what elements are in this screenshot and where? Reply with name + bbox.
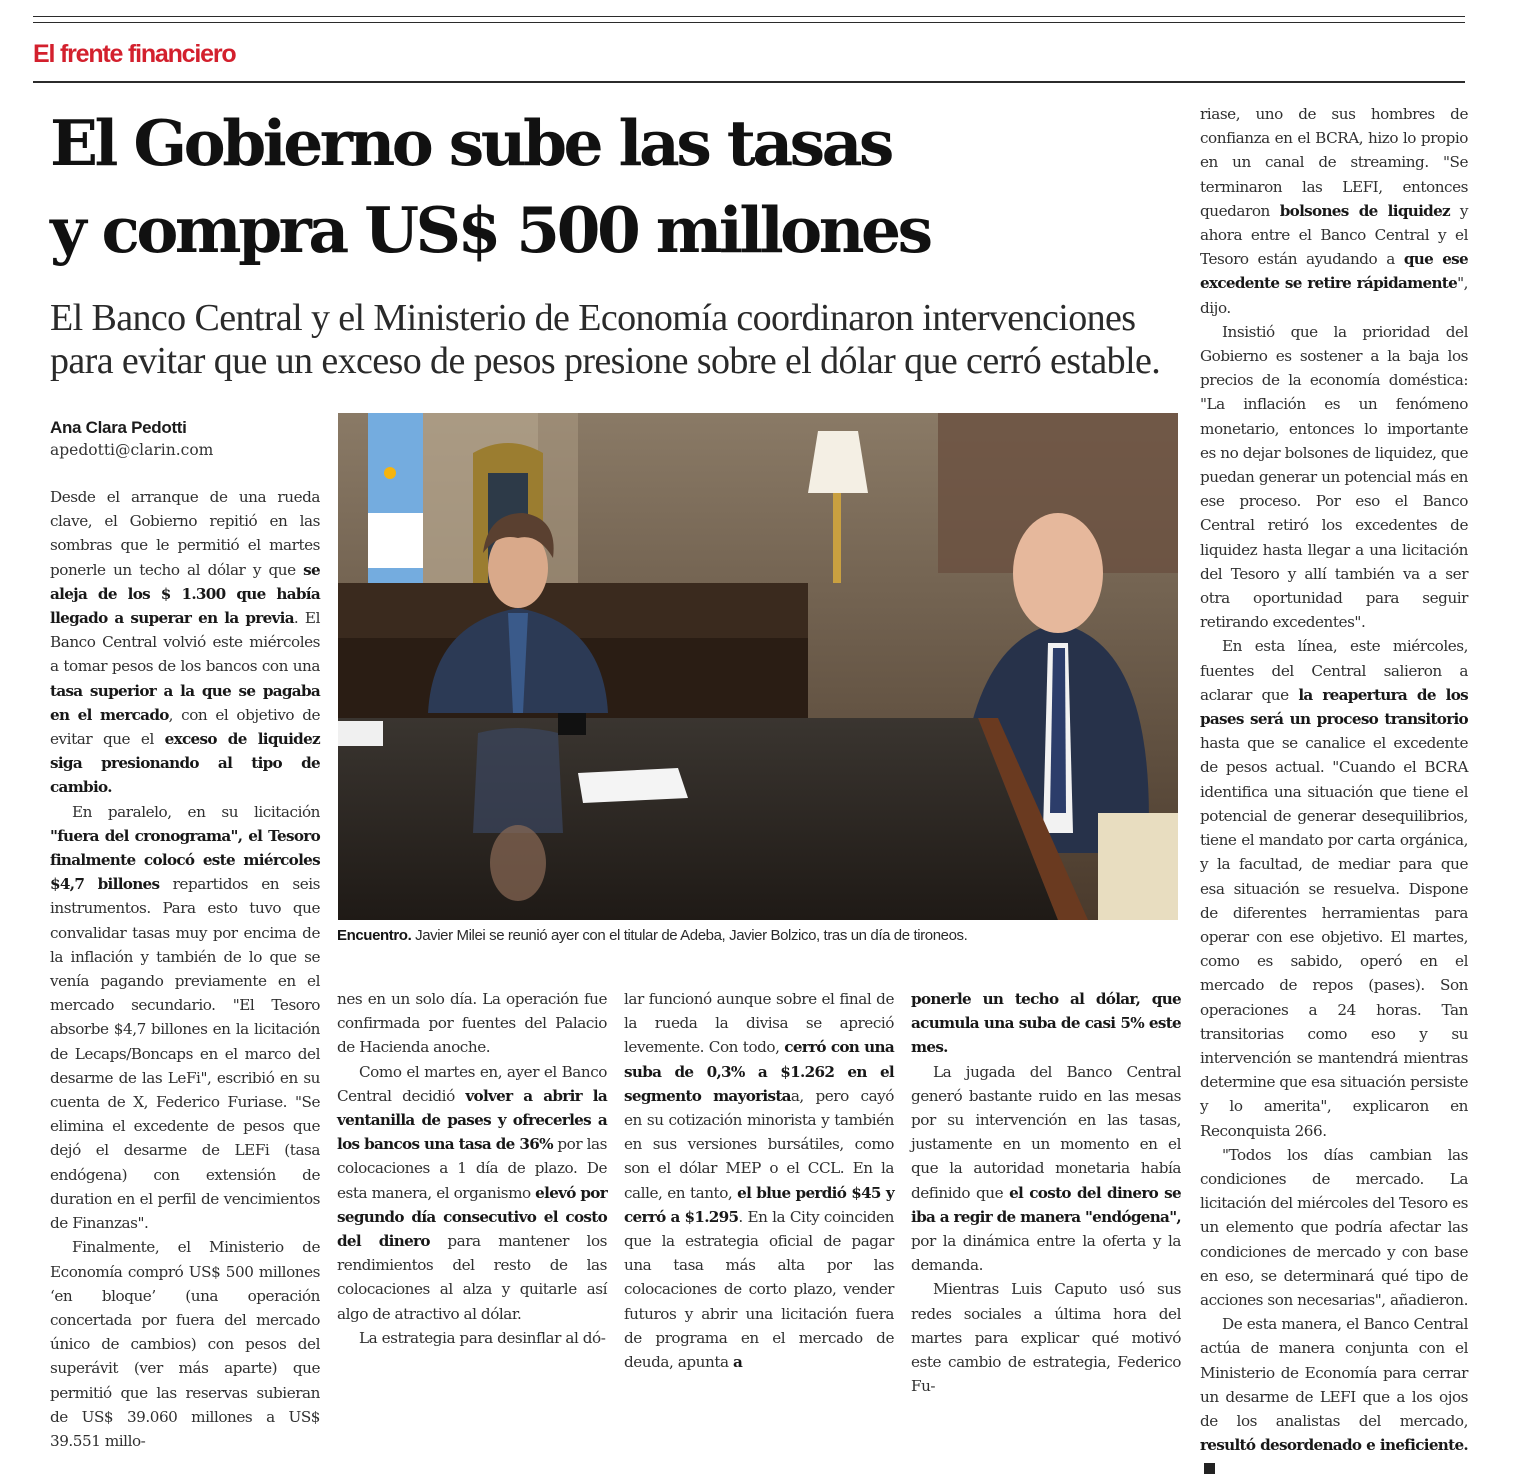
paragraph bbox=[337, 1060, 607, 1326]
deck-line-2: para evitar que un exceso de pesos presione sobre el dólar que cerró estable. bbox=[50, 340, 1161, 382]
bold-text: ponerle un techo al dólar, que acumula una suba de casi 5% este mes. bbox=[911, 990, 1181, 1057]
headline-line-2: y compra US$ 500 millones bbox=[50, 193, 930, 267]
byline bbox=[50, 418, 213, 459]
paragraph bbox=[1200, 634, 1468, 1142]
body-text: . En la City coinciden que la estrategia oficial de pagar una tasa más alta por las colocaciones de corto plazo, vender futuros y abrir una licitación fuera de programa en el mercado de deuda, apunta bbox=[624, 1207, 894, 1372]
body-text: y ahora entre el Banco Central y el Tesoro están ayudando a bbox=[1200, 201, 1468, 269]
body-text: a, pero cayó en su cotización minorista y también en sus versiones bursátiles, como son el dólar MEP o el CCL. En la calle, en tanto, bbox=[624, 1086, 894, 1202]
body-text: Como el martes en, ayer el Banco Central decidió bbox=[337, 1062, 607, 1105]
body-text: Insistió que la prioridad del Gobierno es sostener a la baja los precios de la economía doméstica: "La inflación es un fenómeno monetario, entonces lo importante es no dejar bolsones de liquidez, que puedan generar un potencial más en ese proceso. Por eso el Banco Central retiró los excedentes de liquidez hasta llegar a una licitación del Tesoro y allí también va a ser otra oportunidad para seguir retirando excedentes". bbox=[1200, 322, 1468, 632]
body-text: nes en un solo día. La operación fue confirmada por fuentes del Palacio de Hacienda anoche. bbox=[337, 990, 607, 1057]
bold-text: el blue perdió $45 y cerró a $1.295 bbox=[624, 1183, 894, 1226]
deck bbox=[50, 297, 1200, 383]
article-column-2 bbox=[337, 987, 607, 1350]
caption-label: Encuentro. bbox=[337, 927, 412, 944]
body-text: lar funcionó aunque sobre el final de la rueda la divisa se apreció levemente. Con todo, bbox=[624, 990, 894, 1057]
body-text: ", dijo. bbox=[1200, 274, 1468, 317]
paragraph bbox=[337, 1326, 607, 1350]
section-rule bbox=[33, 81, 1465, 83]
paragraph bbox=[50, 800, 320, 1236]
paragraph bbox=[1200, 1312, 1468, 1481]
bold-text: se aleja de los $ 1.300 que había llegado a superar en la previa bbox=[50, 560, 320, 628]
body-text: riase, uno de sus hombres de confianza en el BCRA, hizo lo propio en un canal de streaming. "Se terminaron las LEFI, entonces quedaron bbox=[1200, 105, 1468, 220]
bold-text: bolsones de liquidez bbox=[1279, 201, 1450, 220]
byline-email[interactable]: apedotti@clarin.com bbox=[50, 441, 214, 459]
body-text: por las colocaciones a 1 día de plazo. De esta manera, el organismo bbox=[337, 1135, 608, 1202]
body-text: De esta manera, el Banco Central actúa de manera conjunta con el Ministerio de Economía para cerrar un desarme de LEFI que a los ojos de los analistas del mercado, bbox=[1200, 1315, 1468, 1430]
article-photo bbox=[338, 413, 1178, 920]
byline-author: Ana Clara Pedotti bbox=[50, 418, 187, 437]
deck-line-1: El Banco Central y el Ministerio de Economía coordinaron intervenciones bbox=[50, 297, 1136, 339]
body-text: Desde el arranque de una rueda clave, el Gobierno repitió en las sombras que le permitió el martes ponerle un techo al dólar y que bbox=[50, 488, 320, 579]
body-text: Finalmente, el Ministerio de Economía compró US$ 500 millones ‘en bloque’ (una operación concertada por fuera del mercado único de cambios) con pesos del superávit (ver más aparte) que permitió que las reservas subieran de US$ 39.060 millones a US$ 39.551 millo- bbox=[50, 1238, 320, 1450]
article-column-4 bbox=[911, 987, 1181, 1398]
body-text: "Todos los días cambian las condiciones de mercado. La licitación del miércoles del Tesoro es un elemento que podría afectar las condiciones de mercado y con base en eso, se determinará qué tipo de acciones son necesarias", añadieron. bbox=[1200, 1145, 1468, 1309]
headline bbox=[50, 100, 1190, 274]
article-column-1 bbox=[50, 485, 321, 1450]
body-text: . El Banco Central volvió este miércoles a tomar pesos de los bancos con una bbox=[50, 609, 320, 676]
bold-text: resultó desordenado e ineficiente. bbox=[1200, 1436, 1468, 1455]
paragraph bbox=[50, 1235, 320, 1453]
body-text: para mantener los rendimientos del resto de las colocaciones al alza y quitarle así algo de atractivo al dólar. bbox=[337, 1232, 607, 1323]
bold-text: cerró con una suba de 0,3% a $1.262 en el segmento mayorista bbox=[624, 1038, 894, 1105]
body-text: La estrategia para desinflar al dó- bbox=[359, 1328, 606, 1347]
bold-text: volver a abrir la ventanilla de pases y ofrecerles a los bancos una tasa de 36% bbox=[337, 1086, 607, 1154]
article-column-3 bbox=[624, 987, 894, 1374]
end-mark-icon bbox=[1204, 1463, 1215, 1474]
photo-caption bbox=[337, 927, 1187, 944]
paragraph bbox=[911, 987, 1181, 1060]
bold-text: a bbox=[732, 1353, 743, 1372]
top-rule bbox=[33, 16, 1465, 17]
body-text: hasta que se canalice el excedente de pesos actual. "Cuando el BCRA identifica una situación que tiene el potencial de generar desequilibrios, tiene el mandato por carta orgánica, y la facultad, de mediar para que esa situación se resuelva. Dispone de diferentes herramientas para operar con ese objetivo. El martes, como es sabido, operó en el mercado de repos (pases). Son operaciones a 24 horas. Tan transitorias como eso y su intervención se mantendrá mientras determine que esa situación persiste y lo amerita", explicaron en Reconquista 266. bbox=[1200, 734, 1468, 1140]
photo-illustration bbox=[338, 413, 1178, 920]
body-text: , con el objetivo de evitar que el bbox=[50, 705, 321, 749]
caption-text: Javier Milei se reunió ayer con el titular de Adeba, Javier Bolzico, tras un día de tironeos. bbox=[411, 927, 968, 944]
paragraph bbox=[624, 987, 894, 1374]
paragraph bbox=[1200, 102, 1468, 320]
paragraph bbox=[911, 1277, 1181, 1398]
section-label: El frente financiero bbox=[33, 40, 236, 68]
paragraph bbox=[337, 987, 607, 1060]
article-column-5 bbox=[1200, 102, 1468, 1482]
paragraph bbox=[50, 485, 320, 800]
body-text: En paralelo, en su licitación bbox=[72, 802, 320, 821]
bold-text: el costo del dinero se iba a regir de manera "endógena", bbox=[911, 1183, 1181, 1226]
bold-text: tasa superior a la que se pagaba en el mercado bbox=[50, 681, 320, 724]
body-text: repartidos en seis instrumentos. Para esto tuvo que convalidar tasas muy por encima de la inflación y también de lo que se venía pagando previamente en el mercado secundario. "El Tesoro absorbe $4,7 billones en la licitación de Lecaps/Boncaps en el marco del desarme de las LeFi", escribió en su cuenta de X, Federico Furiase. "Se elimina el excedente de pesos que dejó el desarme de LEFi (tasa endógena) con extensión de duration en el perfil de vencimientos de Finanzas". bbox=[50, 875, 320, 1233]
bold-text: "fuera del cronograma", el Tesoro finalmente colocó este miércoles $4,7 billones bbox=[50, 826, 320, 894]
bold-text: que ese excedente se retire rápidamente bbox=[1200, 250, 1469, 293]
top-rule-secondary bbox=[33, 22, 1465, 23]
bold-text: elevó por segundo día consecutivo el costo del dinero bbox=[337, 1183, 608, 1251]
body-text: Mientras Luis Caputo usó sus redes sociales a última hora del martes para explicar qué motivó este cambio de estrategia, Federico Fu- bbox=[911, 1280, 1181, 1396]
paragraph bbox=[1200, 320, 1468, 635]
paragraph bbox=[1200, 1143, 1468, 1312]
paragraph bbox=[911, 1060, 1181, 1278]
bold-text: la reapertura de los pases será un proceso transitorio bbox=[1200, 685, 1468, 729]
headline-line-1: El Gobierno sube las tasas bbox=[50, 106, 891, 180]
body-text: En esta línea, este miércoles, fuentes del Central salieron a aclarar que bbox=[1200, 637, 1468, 704]
bold-text: exceso de liquidez siga presionando al tipo de cambio. bbox=[50, 730, 320, 797]
body-text: por la dinámica entre la oferta y la demanda. bbox=[911, 1232, 1181, 1275]
body-text: La jugada del Banco Central generó bastante ruido en las mesas por su intervención en las tasas, justamente en un momento en el que la autoridad monetaria había definido que bbox=[911, 1062, 1181, 1202]
